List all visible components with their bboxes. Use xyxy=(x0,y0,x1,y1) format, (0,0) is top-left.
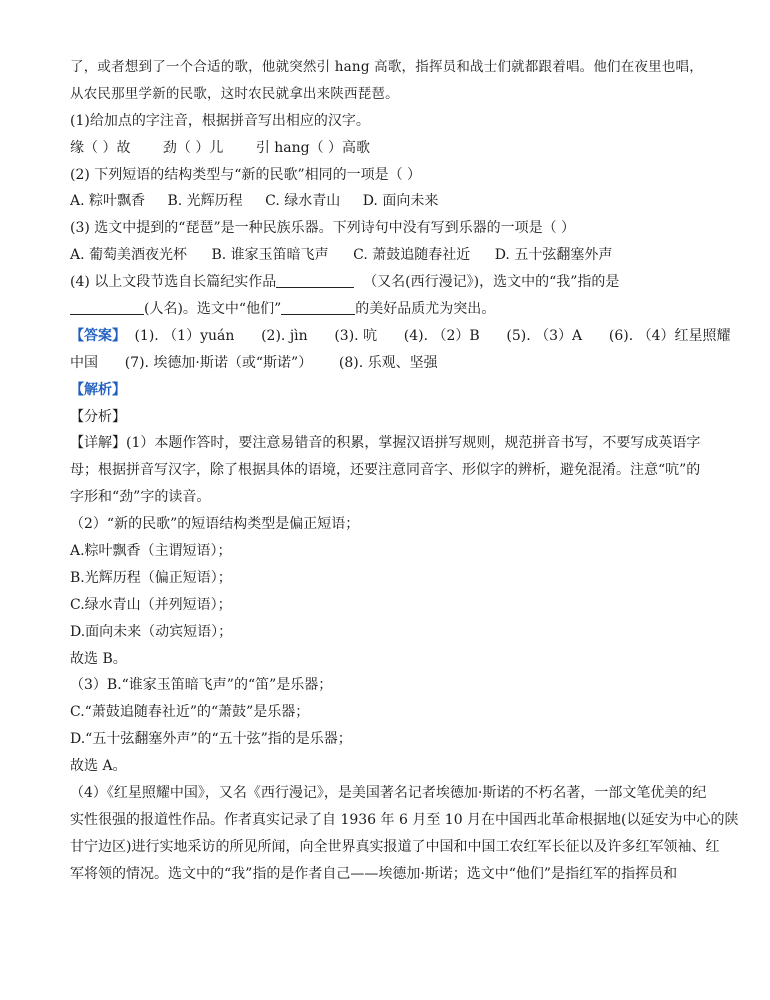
answer-label: 【答案】 xyxy=(70,327,126,344)
analysis-line: 故选 A。 xyxy=(70,758,127,775)
q4-blank-3 xyxy=(281,300,355,315)
analysis-line: （2）“新的民歌”的短语结构类型是偏正短语； xyxy=(70,516,360,533)
q4-part-d: 的美好品质尤为突出。 xyxy=(355,301,496,318)
question-1: (1)给加点的字注音，根据拼音写出相应的汉字。 xyxy=(70,112,370,129)
analysis-fenxi: 【分析】 xyxy=(70,408,126,425)
q3-option-c: C. 萧鼓追随春社近 xyxy=(353,247,471,264)
question-3: (3) 选文中提到的“琵琶”是一种民族乐器。下列诗句中没有写到乐器的一项是（ ） xyxy=(70,220,576,237)
document-page xyxy=(70,54,739,888)
question-4-line-1 xyxy=(70,269,710,296)
analysis-line: C.“萧鼓追随春社近”的“萧鼓”是乐器； xyxy=(70,704,310,721)
analysis-line: （4）《红星照耀中国》，又名《西行漫记》，是美国著名记者埃德加·斯诺的不朽名著，一部文笔优美的纪 xyxy=(70,785,707,802)
question-1-items xyxy=(70,135,710,162)
q3-option-a: A. 葡萄美酒夜光杯 xyxy=(70,247,188,264)
question-4-line-2 xyxy=(70,296,710,323)
q1-item-3: 引 hang（ ）高歌 xyxy=(255,139,371,156)
q3-option-d: D. 五十弦翻塞外声 xyxy=(494,247,613,264)
analysis-line: 甘宁边区)进行实地采访的所见所闻，向全世界真实报道了中国和中国工农红军长征以及许多红军领袖、红 xyxy=(70,838,720,855)
question-3-options xyxy=(70,242,710,269)
analysis-line: A.粽叶飘香（主谓短语）； xyxy=(70,543,232,560)
analysis-line: B.光辉历程（偏正短语）； xyxy=(70,569,232,586)
q4-part-c: (人名)。选文中“他们” xyxy=(144,301,282,318)
answer-line-1 xyxy=(70,323,731,350)
analysis-line: 故选 B。 xyxy=(70,650,127,667)
analysis-label: 【解析】 xyxy=(70,381,126,398)
q2-option-d: D. 面向未来 xyxy=(362,193,439,210)
analysis-line: C.绿水青山（并列短语）； xyxy=(70,596,232,613)
answer-text-1: (1). （1）yuán (2). jìn (3). 吭 (4). （2）B (5). （3）A (6). （4）红星照耀 xyxy=(134,327,731,344)
passage-line-1: 了，或者想到了一个合适的歌，他就突然引 hang 高歌，指挥员和战士们就都跟着唱。他们在夜里也唱， xyxy=(70,59,703,75)
q4-part-b: （又名(西行漫记》)，选文中的“我”指的是 xyxy=(363,274,620,291)
q1-item-1: 缘（ ）故 xyxy=(70,139,131,156)
q4-blank-2 xyxy=(70,300,144,315)
q4-part-a: (4) 以上文段节选自长篇纪实作品 xyxy=(70,274,277,291)
analysis-line: 实性很强的报道性作品。作者真实记录了自 1936 年 6 月至 10 月在中国西北革命根据地(以延安为中心的陕 xyxy=(70,811,739,828)
question-2-options xyxy=(70,188,710,215)
passage-line-2: 从农民那里学新的民歌，这时农民就拿出来陕西琵琶。 xyxy=(70,85,399,102)
analysis-line: 母；根据拼音写汉字，除了根据具体的语境，还要注意同音字、形似字的辨析，避免混淆。注意“吭”的 xyxy=(70,462,701,479)
answer-line-2: 中国 (7). 埃德加·斯诺（或“斯诺”） (8). 乐观、坚强 xyxy=(70,354,438,371)
q2-option-a: A. 粽叶飘香 xyxy=(70,193,146,210)
analysis-line: D.“五十弦翻塞外声”的“五十弦”指的是乐器； xyxy=(70,731,352,748)
q2-option-b: B. 光辉历程 xyxy=(167,193,243,210)
analysis-line: 字形和“劲”字的读音。 xyxy=(70,489,211,506)
analysis-line: D.面向未来（动宾短语）； xyxy=(70,623,233,640)
analysis-line: 军将领的情况。选文中的“我”指的是作者自己——埃德加·斯诺；选文中“他们”是指红军的指挥员和 xyxy=(70,865,678,882)
q1-item-2: 劲（ ）儿 xyxy=(162,139,224,156)
q2-option-c: C. 绿水青山 xyxy=(265,193,341,210)
analysis-line: （3）B.“谁家玉笛暗飞声”的“笛”是乐器； xyxy=(70,677,333,694)
analysis-line: 【详解】(1）本题作答时，要注意易错音的积累，掌握汉语拼写规则，规范拼音书写，不要写成英语字 xyxy=(70,435,701,452)
question-2: (2) 下列短语的结构类型与“新的民歌”相同的一项是（ ） xyxy=(70,166,422,183)
q4-blank-1 xyxy=(276,273,354,288)
q3-option-b: B. 谁家玉笛暗飞声 xyxy=(211,247,329,264)
